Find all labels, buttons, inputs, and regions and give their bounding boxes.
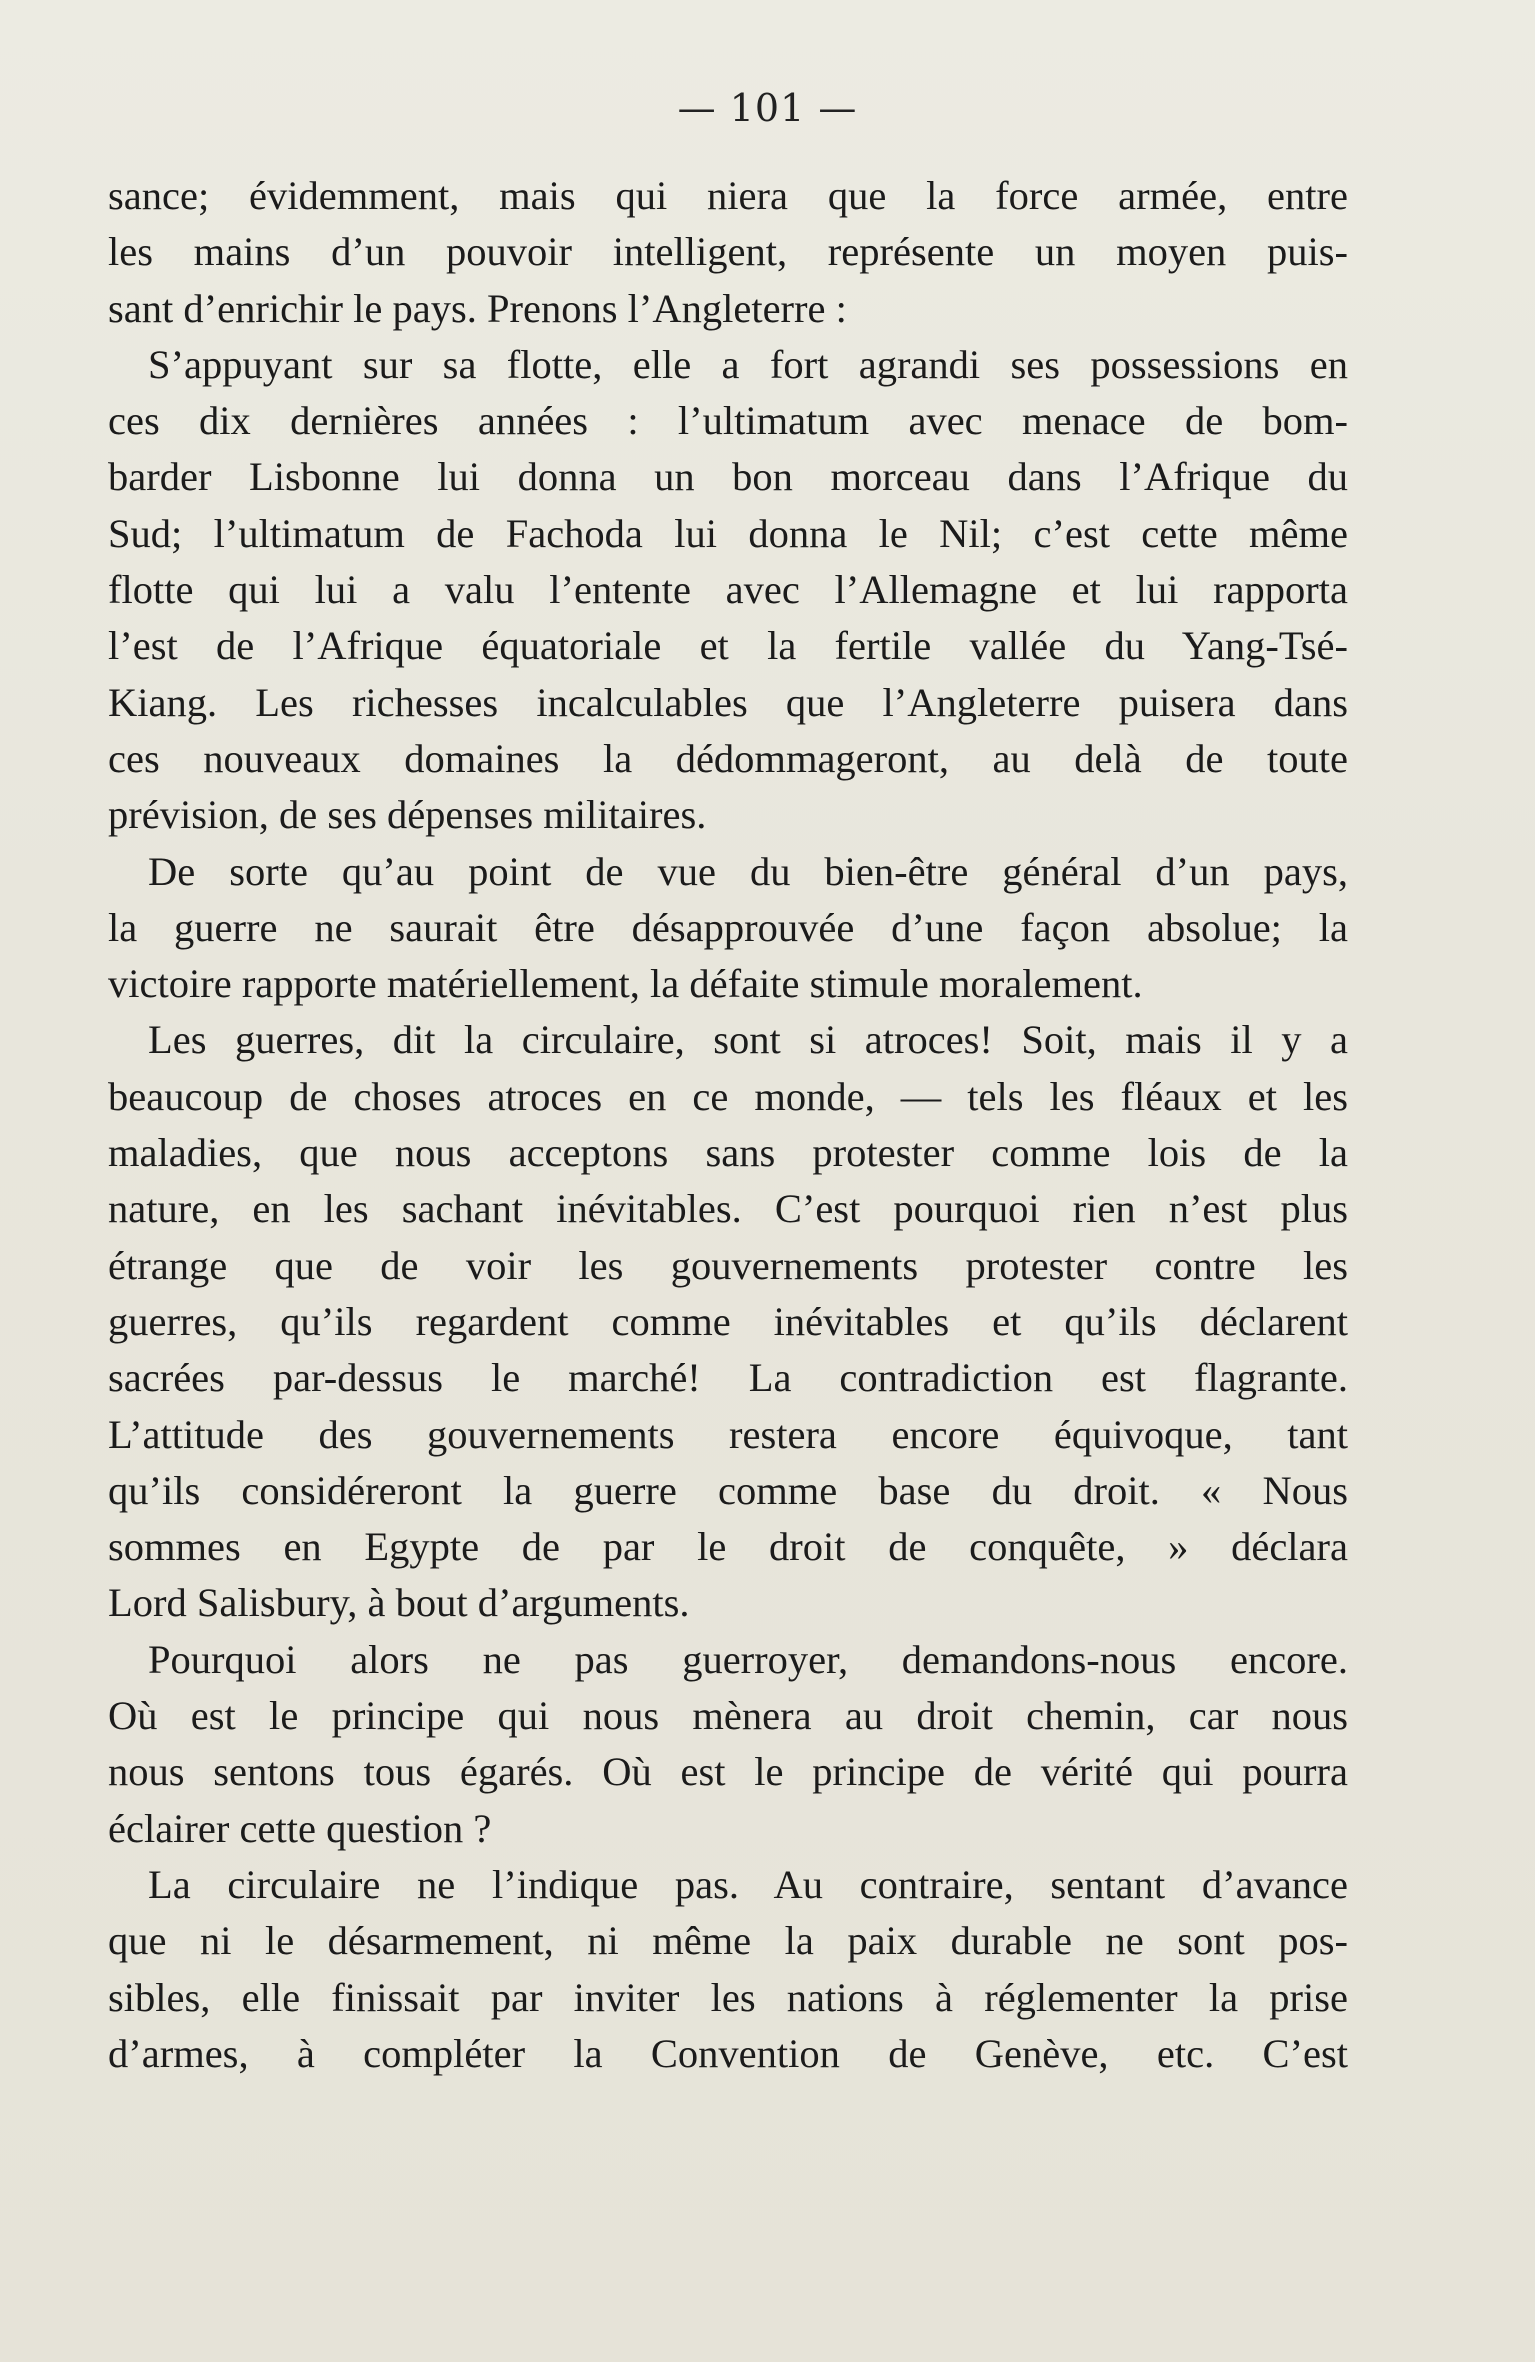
text-line: qu’ils considéreront la guerre comme base du droit. « Nous — [108, 1467, 1348, 1513]
text-line: éclairer cette question ? — [108, 1805, 492, 1851]
text-line: Les guerres, dit la circulaire, sont si atroces! Soit, mais il y a — [148, 1017, 1348, 1063]
text-line: Où est le principe qui nous mènera au droit chemin, car nous — [108, 1693, 1348, 1739]
text-line: sance; évidemment, mais qui niera que la force armée, entre — [108, 173, 1348, 218]
text-line: Sud; l’ultimatum de Fachoda lui donna le Nil; c’est cette même — [108, 510, 1348, 556]
text-line: d’armes, à compléter la Convention de Genève, etc. C’est — [108, 2030, 1348, 2076]
paragraph — [108, 844, 1348, 1013]
text-line: La circulaire ne l’indique pas. Au contraire, sentant d’avance — [148, 1861, 1348, 1907]
text-line: les mains d’un pouvoir intelligent, représente un moyen puis- — [108, 229, 1348, 275]
text-line: prévision, de ses dépenses militaires. — [108, 792, 707, 838]
paragraph — [108, 337, 1348, 844]
text-line: la guerre ne saurait être désapprouvée d’une façon absolue; la — [108, 904, 1348, 950]
text-line: l’est de l’Afrique équatoriale et la fertile vallée du Yang-Tsé- — [108, 623, 1348, 669]
text-line: barder Lisbonne lui donna un bon morceau dans l’Afrique du — [108, 454, 1348, 500]
text-line: L’attitude des gouvernements restera encore équivoque, tant — [108, 1411, 1348, 1457]
text-line: guerres, qu’ils regardent comme inévitables et qu’ils déclarent — [108, 1298, 1348, 1344]
text-line: Kiang. Les richesses incalculables que l’Angleterre puisera dans — [108, 679, 1348, 725]
text-line: que ni le désarmement, ni même la paix durable ne sont pos- — [108, 1918, 1348, 1964]
text-line: beaucoup de choses atroces en ce monde, — tels les fléaux et les — [108, 1073, 1348, 1119]
text-line: étrange que de voir les gouvernements protester contre les — [108, 1242, 1348, 1288]
text-line: sibles, elle finissait par inviter les nations à réglementer la prise — [108, 1974, 1348, 2020]
text-line: nous sentons tous égarés. Où est le principe de vérité qui pourra — [108, 1749, 1348, 1795]
text-line: victoire rapporte matériellement, la défaite stimule moralement. — [108, 961, 1143, 1007]
body-text — [108, 168, 1348, 2082]
text-line: flotte qui lui a valu l’entente avec l’Allemagne et lui rapporta — [108, 567, 1348, 613]
text-line: maladies, que nous acceptons sans protester comme lois de la — [108, 1130, 1348, 1176]
text-line: Pourquoi alors ne pas guerroyer, demandons-nous encore. — [148, 1636, 1348, 1682]
paragraph — [108, 168, 1348, 337]
paragraph — [108, 1012, 1348, 1631]
text-line: S’appuyant sur sa flotte, elle a fort agrandi ses possessions en — [148, 341, 1348, 387]
text-line: De sorte qu’au point de vue du bien-être général d’un pays, — [148, 848, 1348, 894]
paragraph — [108, 1632, 1348, 1857]
text-line: ces dix dernières années : l’ultimatum avec menace de bom- — [108, 398, 1348, 444]
text-line: sacrées par-dessus le marché! La contradiction est flagrante. — [108, 1355, 1348, 1401]
page-number: — 101 — — [677, 86, 858, 130]
text-line: Lord Salisbury, à bout d’arguments. — [108, 1580, 690, 1626]
text-line: sant d’enrichir le pays. Prenons l’Angleterre : — [108, 285, 847, 331]
text-line: nature, en les sachant inévitables. C’est pourquoi rien n’est plus — [108, 1186, 1348, 1232]
text-line: ces nouveaux domaines la dédommageront, au delà de toute — [108, 735, 1348, 781]
text-line: sommes en Egypte de par le droit de conquête, » déclara — [108, 1524, 1348, 1570]
paragraph — [108, 1857, 1348, 2082]
